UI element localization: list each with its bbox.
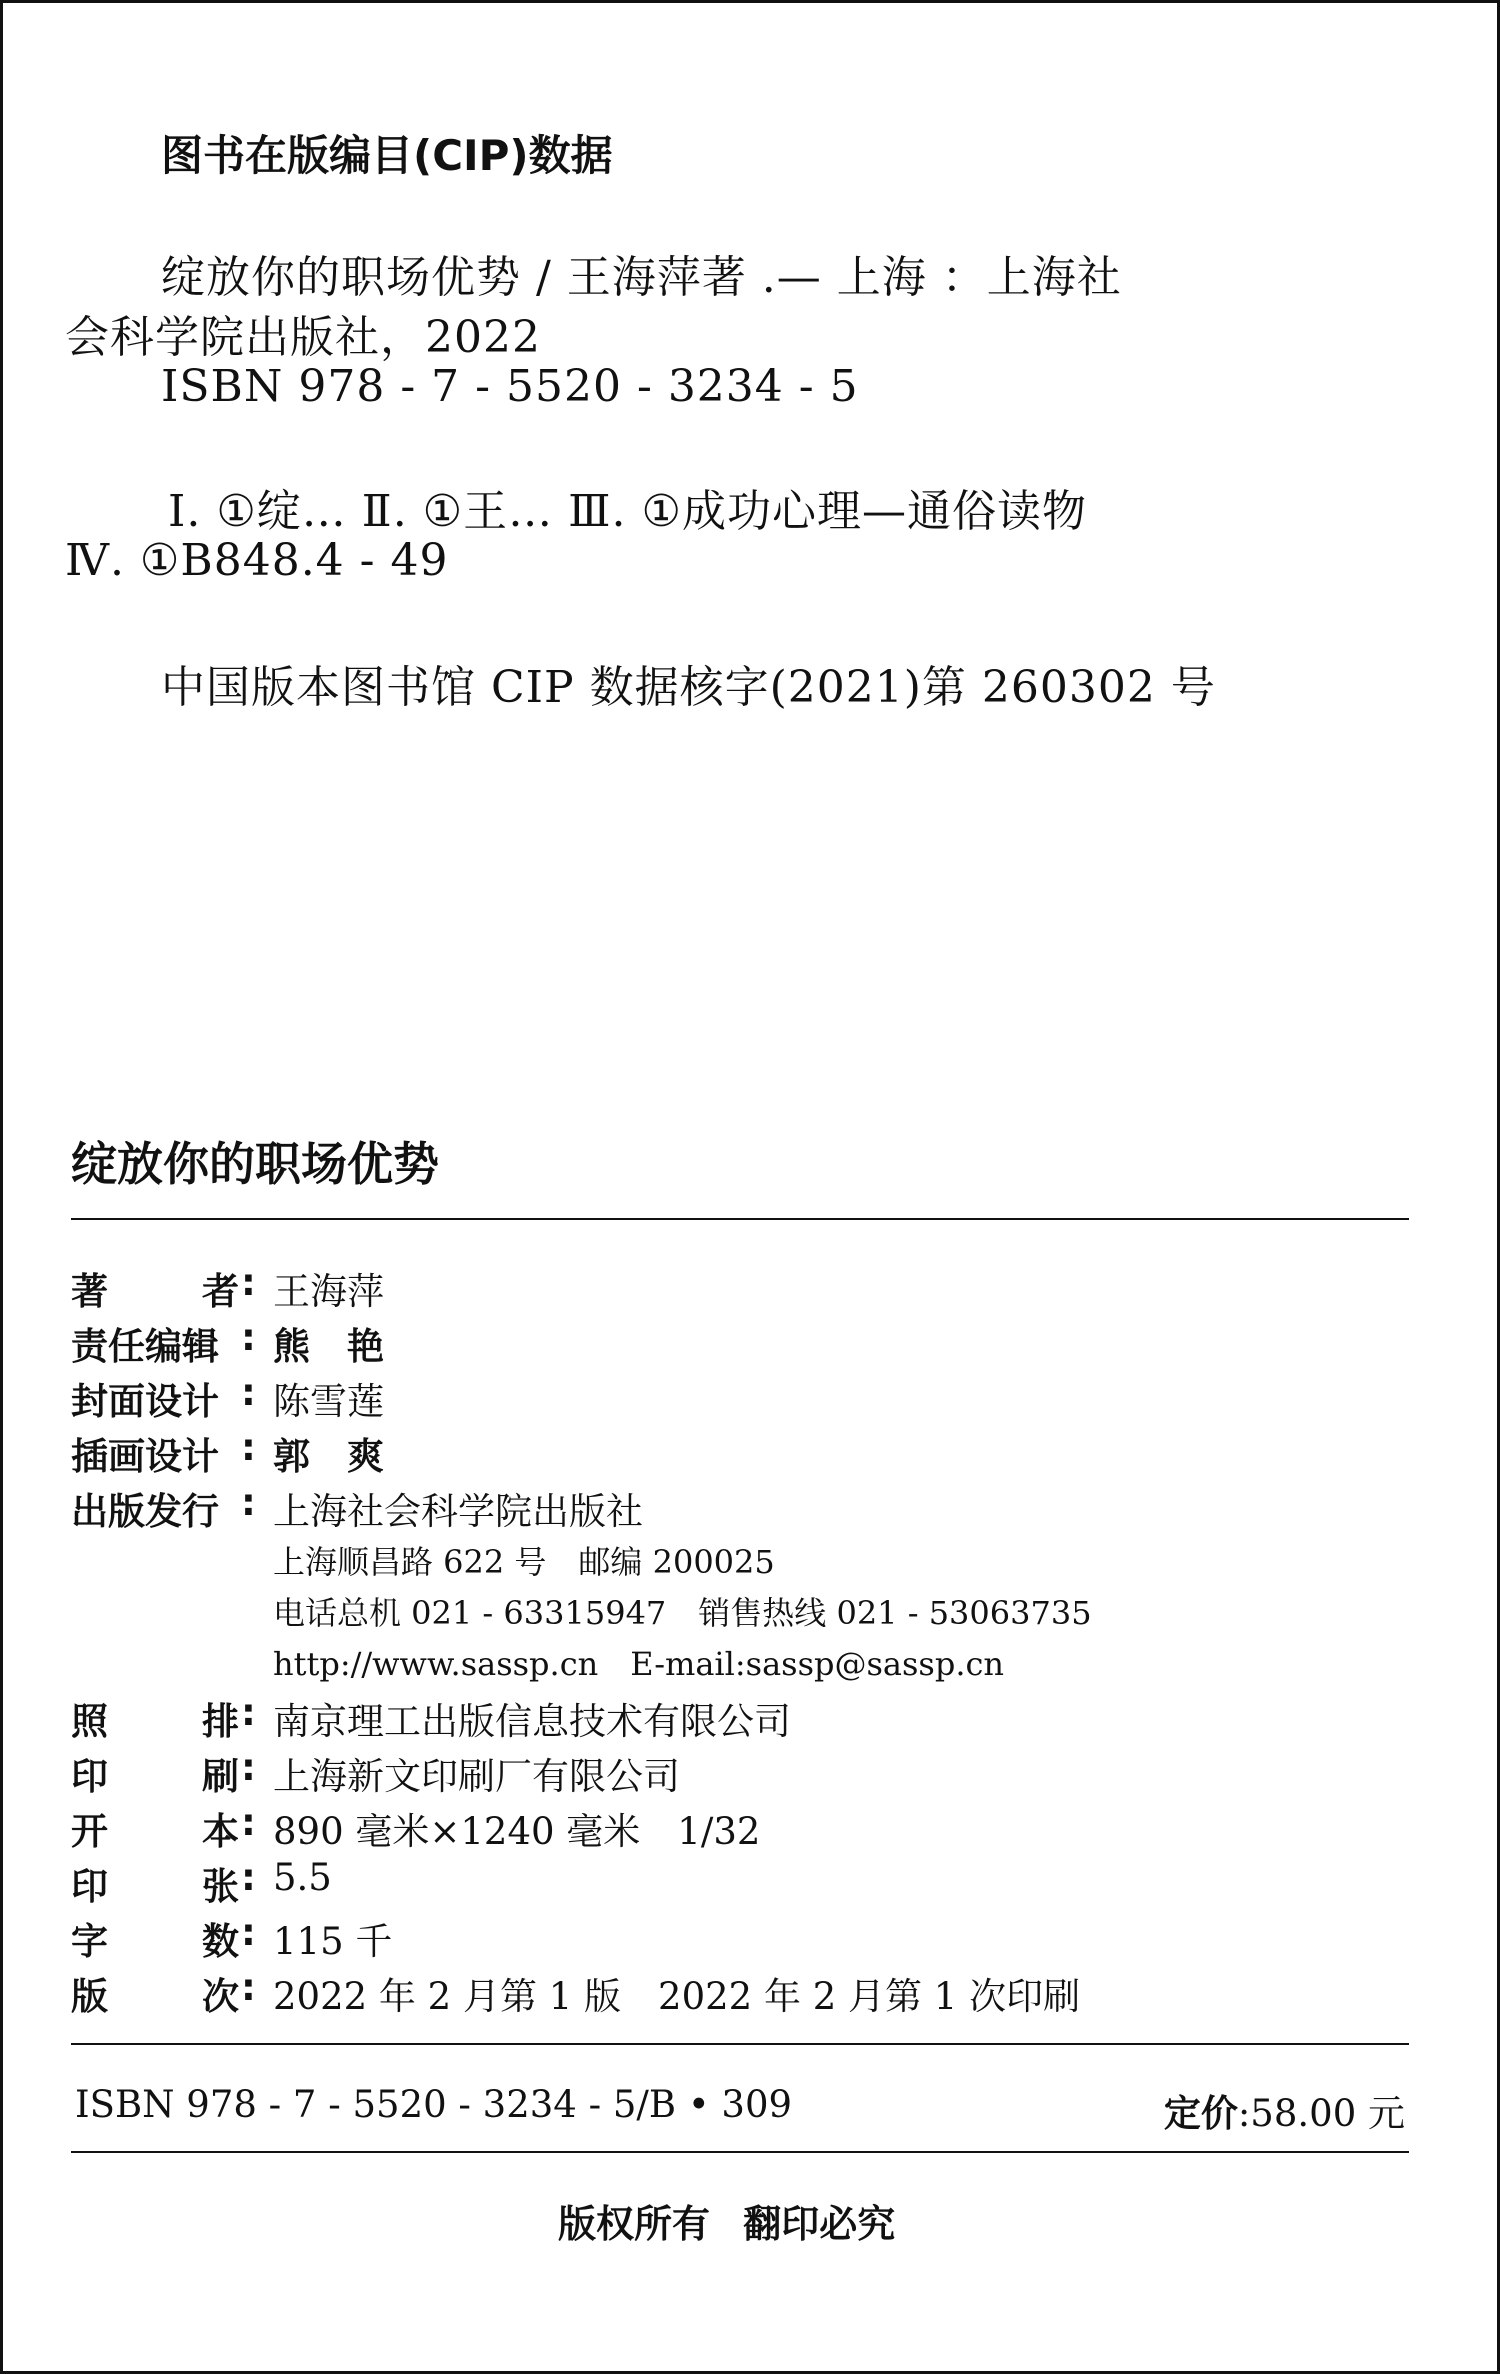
credit-editor-label: 责任编辑: [71, 1325, 219, 1368]
credit-sheets-label-b: 张: [202, 1865, 239, 1908]
divider-bottom: [71, 2151, 1409, 2153]
credit-words-colon: :: [241, 1911, 256, 1954]
credit-printing-value: 上海新文印刷厂有限公司: [273, 1755, 680, 1798]
divider-middle: [71, 2043, 1409, 2045]
credit-cover-label: 封面设计: [71, 1380, 219, 1423]
credit-words-value: 115 千: [273, 1920, 393, 1963]
credit-words-label-a: 字: [71, 1920, 108, 1963]
book-title: 绽放你的职场优势: [71, 1137, 439, 1191]
credit-edition-colon: :: [241, 1966, 256, 2009]
price-label: 定价: [1163, 2092, 1238, 2135]
credit-sheets-label-a: 印: [71, 1865, 108, 1908]
divider-top: [71, 1218, 1409, 1220]
credit-printing-colon: :: [241, 1746, 256, 1789]
footer-isbn: ISBN 978 - 7 - 5520 - 3234 - 5/B • 309: [75, 2083, 793, 2126]
credit-cover-colon: :: [241, 1371, 256, 1414]
credit-author-colon: :: [241, 1261, 256, 1304]
price-value: :58.00 元: [1237, 2092, 1405, 2135]
credit-format-label-b: 本: [202, 1810, 239, 1853]
credit-illustration-label: 插画设计: [71, 1435, 219, 1478]
credit-publisher-colon: :: [241, 1481, 256, 1524]
credit-illustration-value: 郭 爽: [273, 1435, 384, 1478]
publisher-phone: 电话总机 021 - 63315947 销售热线 021 - 53063735: [273, 1594, 1092, 1632]
credit-author-value: 王海萍: [273, 1270, 384, 1313]
price: [1164, 2083, 1405, 2137]
credit-illustration-colon: :: [241, 1426, 256, 1469]
credit-editor-value: 熊 艳: [273, 1325, 384, 1368]
credit-typesetting-label-b: 排: [202, 1700, 239, 1743]
credit-sheets-colon: :: [241, 1856, 256, 1899]
credit-edition-label-b: 次: [202, 1975, 239, 2018]
cip-heading: 图书在版编目(CIP)数据: [161, 131, 613, 180]
cip-line-record-number: 中国版本图书馆 CIP 数据核字(2021)第 260302 号: [161, 662, 1216, 713]
credit-printing-label-b: 刷: [202, 1755, 239, 1798]
credit-publisher-value: 上海社会科学院出版社: [273, 1490, 643, 1533]
cip-line-isbn: ISBN 978 - 7 - 5520 - 3234 - 5: [161, 361, 859, 412]
credit-typesetting-colon: :: [241, 1691, 256, 1734]
credit-author-label-a: 著: [71, 1270, 108, 1313]
credit-sheets-value: 5.5: [273, 1856, 332, 1899]
credit-edition-value: 2022 年 2 月第 1 版 2022 年 2 月第 1 次印刷: [273, 1975, 1081, 2018]
credit-edition-label-a: 版: [71, 1975, 108, 2018]
publisher-address: 上海顺昌路 622 号 邮编 200025: [273, 1543, 775, 1581]
credit-words-label-b: 数: [202, 1920, 239, 1963]
cip-line-title: 绽放你的职场优势 / 王海萍著 .— 上海 ：上海社: [161, 252, 1122, 303]
credit-typesetting-value: 南京理工出版信息技术有限公司: [273, 1700, 791, 1743]
credit-format-label-a: 开: [71, 1810, 108, 1853]
credit-format-value: 890 毫米×1240 毫米 1/32: [273, 1810, 761, 1853]
cip-line-classification: Ⅳ. ①B848.4 - 49: [65, 535, 449, 586]
copyright-notice: 版权所有 翻印必究: [558, 2202, 896, 2246]
credit-printing-label-a: 印: [71, 1755, 108, 1798]
credit-typesetting-label-a: 照: [71, 1700, 108, 1743]
publisher-web-email: http://www.sassp.cn E-mail:sassp@sassp.cn: [273, 1645, 1005, 1683]
credit-editor-colon: :: [241, 1316, 256, 1359]
credit-publisher-label: 出版发行: [71, 1490, 219, 1533]
credit-format-colon: :: [241, 1801, 256, 1844]
credit-author-label-b: 者: [202, 1270, 239, 1313]
credit-cover-value: 陈雪莲: [273, 1380, 384, 1423]
cip-line-subjects: Ⅰ. ①绽… Ⅱ. ①王… Ⅲ. ①成功心理—通俗读物: [168, 486, 1087, 537]
cip-line-publisher: 会科学院出版社，2022: [65, 312, 541, 363]
